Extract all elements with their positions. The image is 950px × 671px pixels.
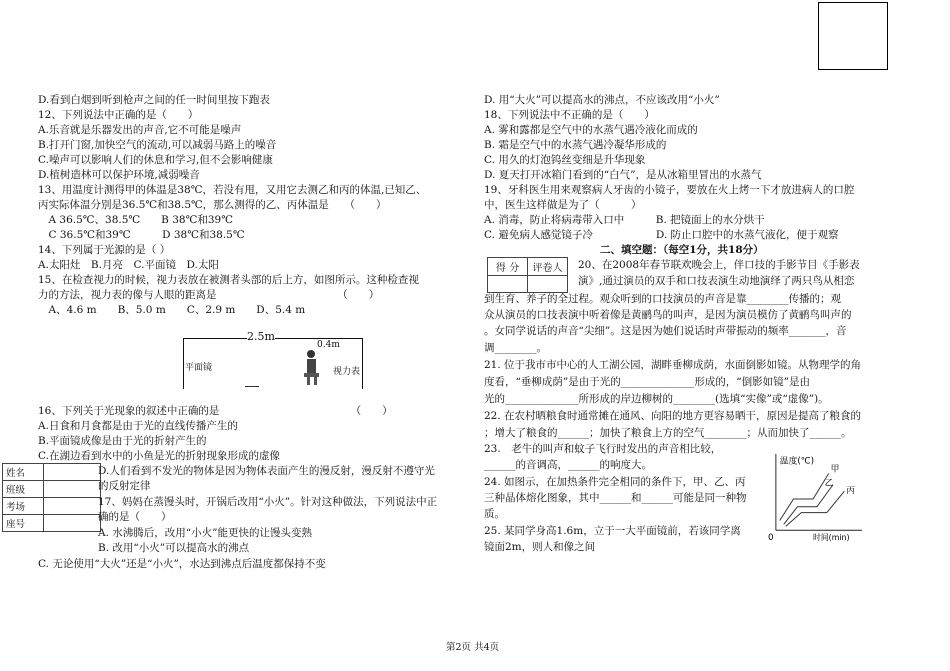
- text-line: 度看，“垂柳成荫”是由于光的______________形成的，“倒影如镜”是由: [484, 376, 810, 388]
- text-line: 三种晶体熔化图象，其中______和______可能是同一种物: [484, 492, 747, 504]
- question-24: 24. 如图示，在加热条件完全相同的条件下，甲、乙、丙: [484, 476, 746, 488]
- distance-label: 2.5m: [247, 330, 275, 343]
- option-line: C.噪声可以影响人们的休息和学习,但不会影响健康: [38, 154, 273, 166]
- option-line: A.日食和月食都是由于光的直线传播产生的: [38, 420, 238, 432]
- question-12: 12、下列说法中正确的是（ ）: [38, 109, 199, 121]
- question-17: 17、妈妈在蒸馒头时，开锅后改用“小火”。针对这种做法，下列说法中正: [98, 496, 438, 508]
- chart-label: 视力表: [333, 364, 360, 377]
- option-line: D.人们看到不发光的物体是因为物体表面产生的漫反射，漫反射不遵守光: [98, 465, 435, 477]
- option-line: B.平面镜成像是由于光的折射产生的: [38, 435, 207, 447]
- question-22: 22. 在农村晒粮食时通常摊在通风、向阳的地方更容易晒干，原因是提高了粮食的: [484, 410, 862, 422]
- info-field-room[interactable]: [44, 498, 101, 515]
- text-line: ______的音调高，______的响度大。: [484, 459, 652, 471]
- curve-label-jia: 甲: [830, 464, 840, 475]
- option-line: C. 避免病人感觉镜子冷 D. 防止口腔中的水蒸气液化，便于观察: [484, 229, 839, 241]
- info-field-seat[interactable]: [44, 515, 101, 532]
- info-label-seat: 座号: [3, 515, 44, 532]
- corner-box: [818, 2, 888, 70]
- option-line: A 36.5℃、38.5℃ B 38℃和39℃: [38, 214, 233, 226]
- info-label-class: 班级: [3, 481, 44, 498]
- question-19: 19、牙科医生用来观察病人牙齿的小镜子，要放在火上烤一下才放进病人的口腔: [484, 184, 855, 196]
- score-cell[interactable]: [488, 276, 528, 293]
- section-title: 二、填空题：（每空1分，共18分）: [600, 244, 764, 256]
- eye-test-figure: [183, 330, 363, 388]
- text-line: 的反射定律: [98, 480, 151, 492]
- text-line: 。女同学说话的声音“尖细”。这是因为她们说话时声带振动的频率_______，音: [484, 325, 847, 337]
- question-14: 14、下列属于光源的是（ ）: [38, 244, 171, 256]
- score-table: [487, 257, 568, 293]
- info-field-name[interactable]: [44, 464, 101, 481]
- question-25: 25. 某同学身高1.6m，立于一大平面镜前，若该同学离: [484, 525, 741, 537]
- option-line: D. 用“大火”可以提高水的沸点，不应该改用“小火”: [484, 94, 720, 106]
- option-line: D. 夏天打开冰箱门看到的“白气”，是从冰箱里冒出的水蒸气: [484, 169, 762, 181]
- question-18: 18、下列说法中不正确的是（ ）: [484, 109, 655, 121]
- score-header: 得 分: [488, 258, 528, 276]
- divider: [245, 386, 259, 387]
- text-line: 演》,通过演员的双手和口技表演生动地演绎了两只鸟从相恋: [578, 275, 855, 287]
- page-number: 第2页 共4页: [446, 642, 500, 653]
- text-line: 确的是（ ）: [98, 511, 172, 523]
- option-line: B.打开门窗,加快空气的流动,可以减弱马路上的噪音: [38, 139, 277, 151]
- grader-header: 评卷人: [528, 258, 568, 276]
- question-23: 23. 老牛的叫声和蚊子飞行时发出的声音相比较，: [484, 443, 722, 455]
- curve-yi: [784, 485, 833, 524]
- student-info-table: [2, 463, 101, 532]
- text-line: ；增大了粮食的______；加快了粮食上方的空气________；从而加快了______。: [484, 427, 852, 439]
- question-13: 13、用温度计测得甲的体温是38℃，若没有甩，又用它去测乙和丙的体温,已知乙、: [38, 184, 427, 196]
- text-line: 光的______________所形成的岸边柳树的________(选填“实像”或“虚像”)。: [484, 393, 829, 405]
- grader-cell[interactable]: [528, 276, 568, 293]
- text-line: 力的方法，视力表的像与人眼的距离是 （ ）: [38, 289, 380, 301]
- melting-graph: [765, 452, 865, 542]
- text-line: 镜面2m，则人和像之间: [484, 541, 596, 553]
- x-axis-label: 时间(min): [813, 533, 850, 542]
- option-line: C. 无论使用“大火”还是“小火”，水达到沸点后温度都保持不变: [38, 558, 326, 570]
- option-line: C 36.5℃和39℃ D 38℃和38.5℃: [38, 229, 245, 241]
- option-line: A.乐音就是乐器发出的声音,它不可能是噪声: [38, 124, 242, 136]
- question-20: 20、在2008年春节联欢晚会上，伴口技的手影节目《手影表: [578, 259, 860, 271]
- text-line: 中，医生这样做是为了（ ）: [484, 199, 642, 211]
- info-label-room: 考场: [3, 498, 44, 515]
- question-16: 16、下列关于光现象的叙述中正确的是 （ ）: [38, 405, 393, 417]
- option-line: B. 霜是空气中的水蒸气遇冷凝华形成的: [484, 139, 667, 151]
- origin-label: 0: [768, 533, 774, 542]
- option-line: D.植树造林可以保护环境,减弱噪音: [38, 169, 200, 181]
- info-label-name: 姓名: [3, 464, 44, 481]
- y-axis-label: 温度(℃): [779, 456, 815, 467]
- curve-jia: [780, 474, 829, 521]
- option-line: A. 水沸腾后，改用“小火”能更快的让馒头变熟: [98, 527, 312, 539]
- person-icon: [301, 348, 323, 386]
- option-line: C.在湖边看到水中的小鱼是光的折射现象形成的虚像: [38, 450, 280, 462]
- curve-label-yi: 乙: [824, 478, 834, 489]
- curve-label-bing: 丙: [846, 486, 856, 497]
- option-line: A.太阳灶 B.月亮 C.平面镜 D.太阳: [38, 259, 219, 271]
- question-21: 21. 位于我市市中心的人工湖公园，湖畔垂柳成荫，水面倒影如镜。从物理学的角: [484, 359, 862, 371]
- text-line: 丙实际体温分别是36.5℃和38.5℃，那么测得的乙、丙体温是 （ ）: [38, 199, 387, 211]
- text-line: 众从演员的口技表演中听着像是黄鹂鸟的叫声，是因为演员模仿了黄鹂鸟叫声的: [484, 309, 852, 321]
- text-line: 质。: [484, 508, 505, 520]
- small-distance-label: 0.4m: [317, 340, 340, 350]
- option-line: B. 改用“小火”可以提高水的沸点: [98, 542, 250, 554]
- info-field-class[interactable]: [44, 481, 101, 498]
- option-line: A、4.6 m B、5.0 m C、2.9 m D、5.4 m: [38, 304, 306, 316]
- text-line: 到生育、养子的全过程。观众听到的口技演员的声音是靠________传播的；观: [484, 293, 841, 305]
- question-15: 15、在检查视力的时候，视力表放在被测者头部的后上方，如图所示。这种检查视: [38, 274, 419, 286]
- option-line: A. 雾和露都是空气中的水蒸气遇冷液化而成的: [484, 124, 698, 136]
- mirror-label: 平面镜: [185, 360, 212, 373]
- text-line: 调________。: [484, 342, 547, 354]
- text-line: D.看到白烟到听到枪声之间的任一时间里按下跑表: [38, 94, 270, 106]
- option-line: A. 消毒，防止将病毒带入口中 B. 把镜面上的水分烘干: [484, 214, 765, 226]
- option-line: C. 用久的灯泡钨丝变细是升华现象: [484, 154, 646, 166]
